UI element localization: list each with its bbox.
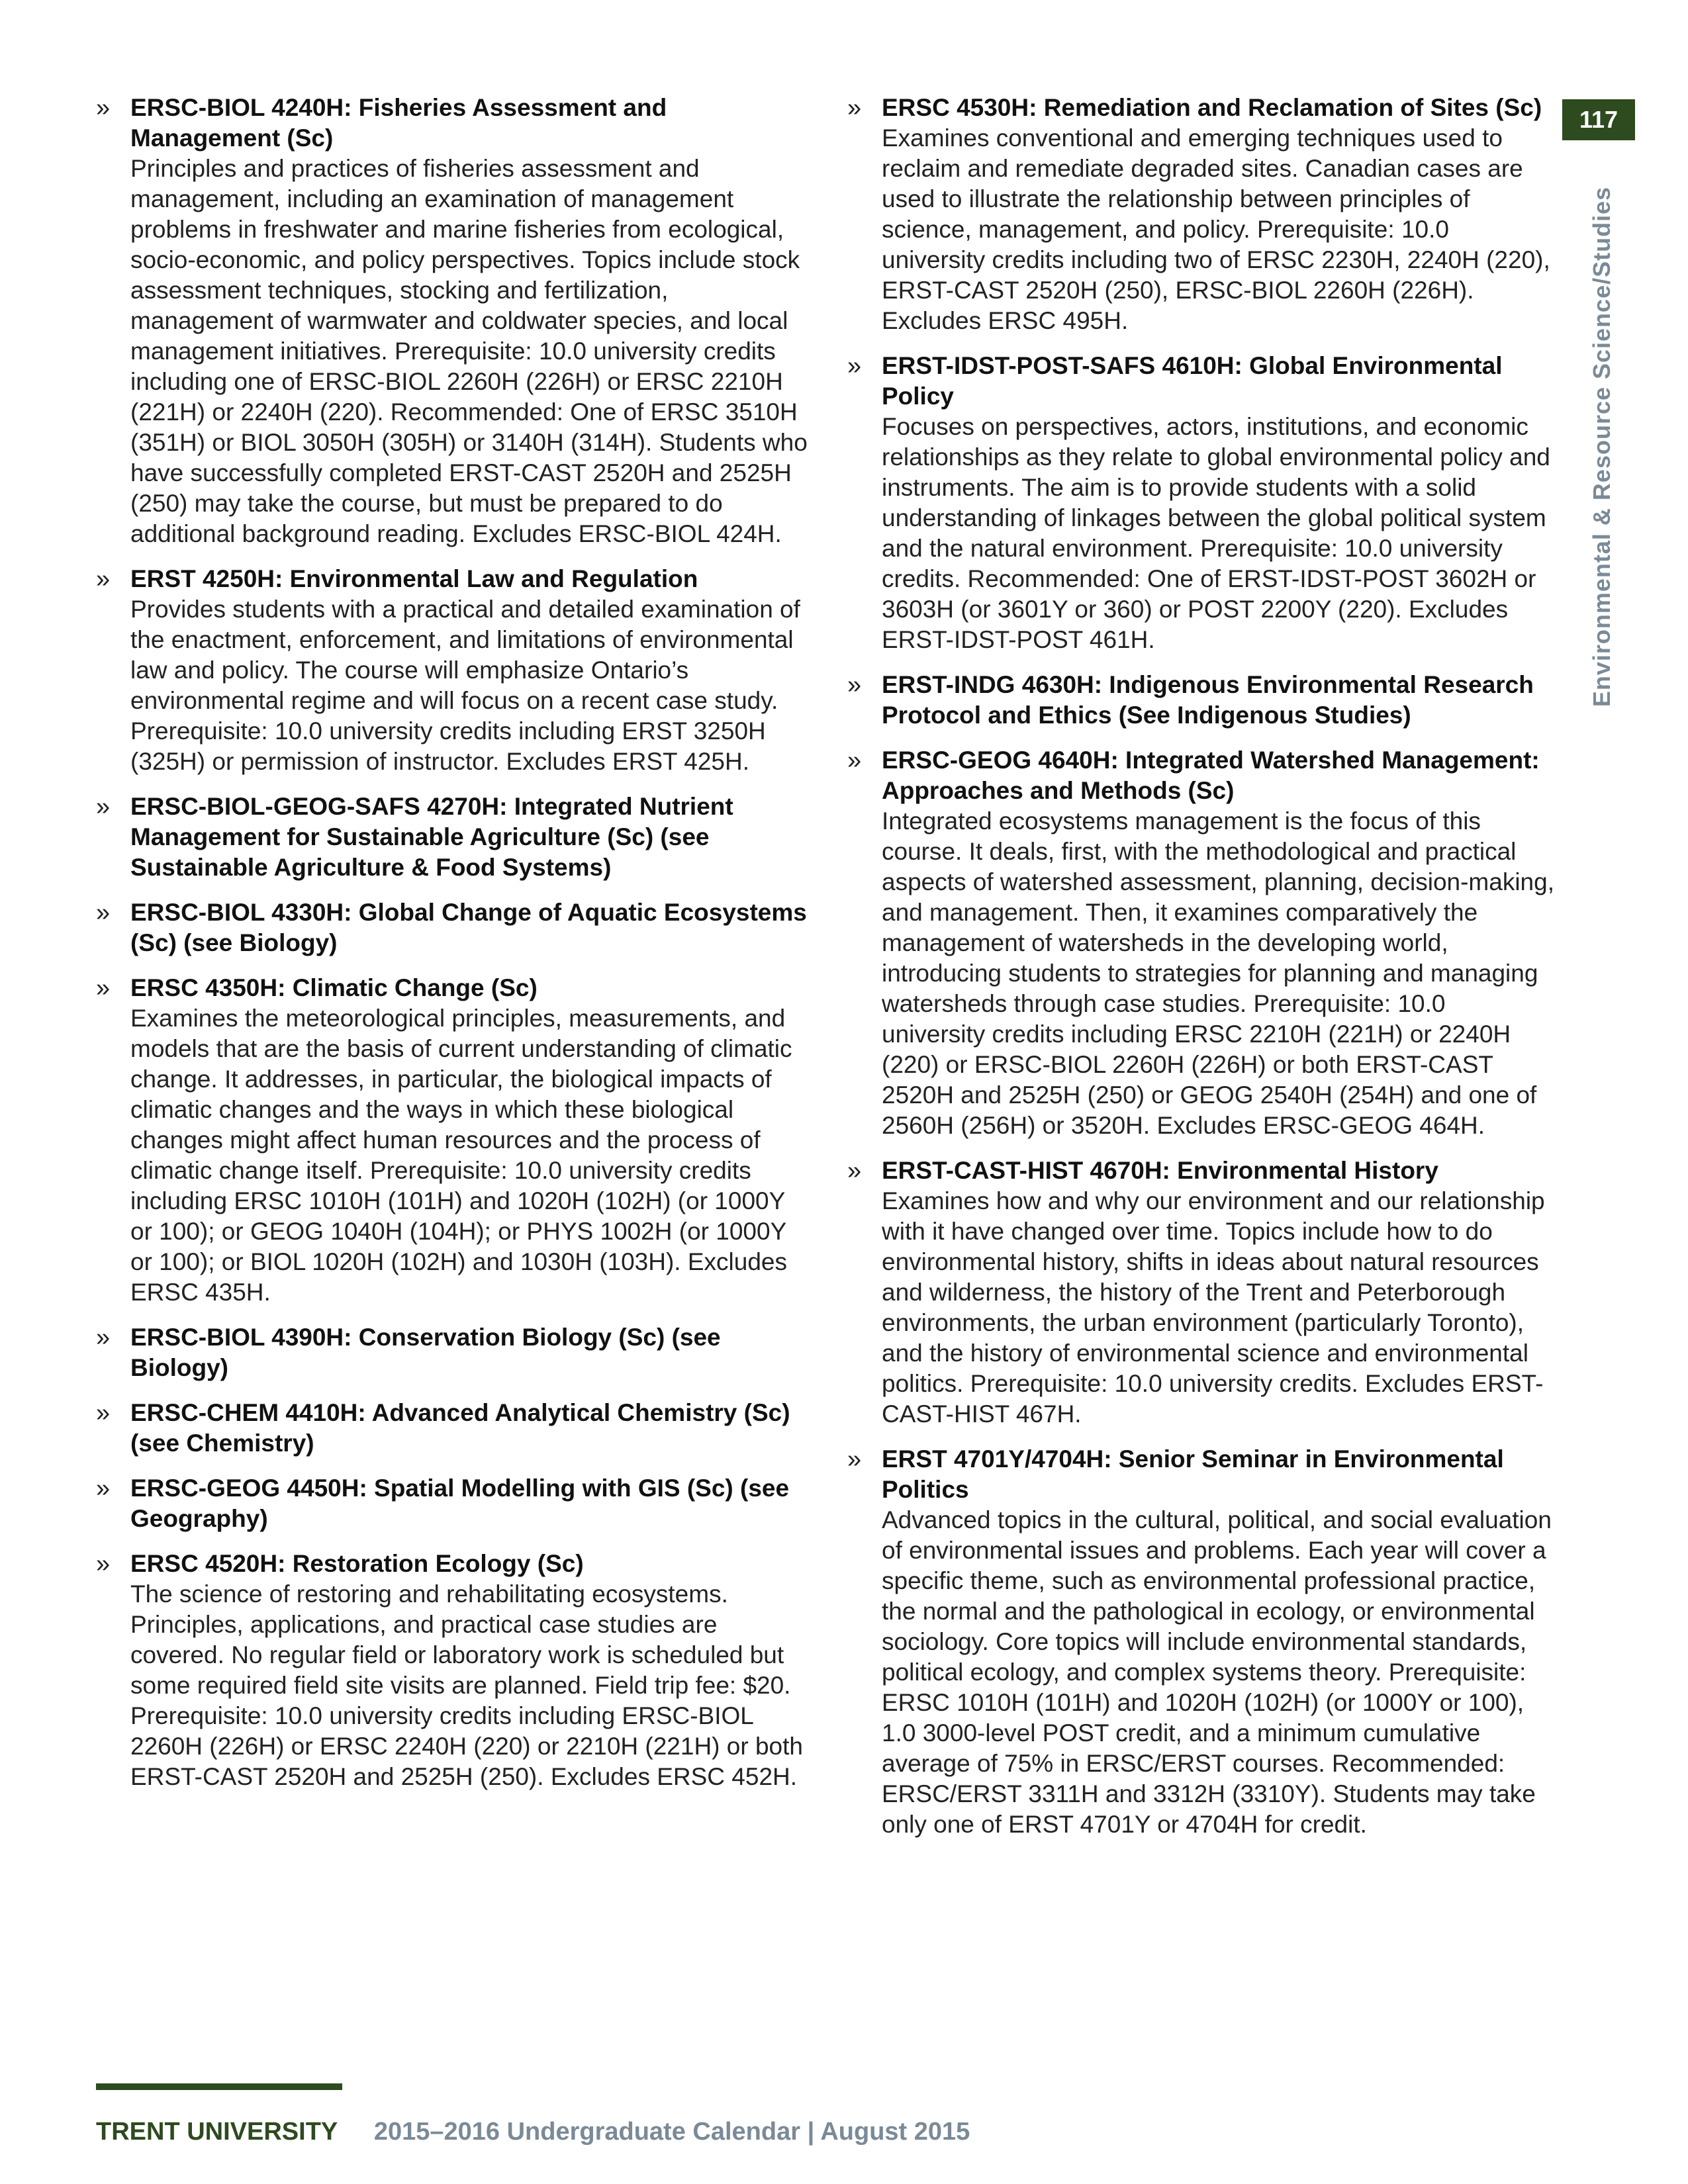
bullet-marker: » xyxy=(847,1445,862,1473)
course-entry xyxy=(847,93,1556,336)
course-entry xyxy=(96,973,808,1308)
course-description: Advanced topics in the cultural, political, and social evaluation of environmental issues and problems. Each year will cover a specific theme, such as environmental professional practice, the normal and the pathological in ecology, or environmental sociology. Core topics will include environmental standards, political ecology, and complex systems theory. Prerequisite: ERSC 1010H (101H) and 1020H (102H) (or 1000Y or 100), 1.0 3000-level POST credit, and a minimum cumulative average of 75% in ERSC/ERST courses. Recommended: ERSC/ERST 3311H and 3312H (3310Y). Students may take only one of ERST 4701Y or 4704H for credit. xyxy=(882,1506,1552,1838)
course-entry xyxy=(847,1156,1556,1430)
course-entry xyxy=(847,670,1556,731)
course-entry xyxy=(96,1322,808,1383)
course-title: ERSC 4350H: Climatic Change (Sc) xyxy=(130,974,538,1001)
course-title: ERST 4701Y/4704H: Senior Seminar in Environmental Politics xyxy=(882,1445,1504,1503)
course-title: ERST 4250H: Environmental Law and Regulation xyxy=(130,565,698,592)
footer-university: TRENT UNIVERSITY xyxy=(96,2118,338,2146)
course-description: Examines the meteorological principles, measurements, and models that are the basis of current understanding of climatic change. It addresses, in particular, the biological impacts of climatic changes and the ways in which these biological changes might affect human resources and the process of climatic change itself. Prerequisite: 10.0 university credits including ERSC 1010H (101H) and 1020H (102H) (or 1000Y or 100); or GEOG 1040H (104H); or PHYS 1002H (or 1000Y or 100); or BIOL 1020H (102H) and 1030H (103H). Excludes ERSC 435H. xyxy=(130,1005,792,1306)
course-entry xyxy=(847,351,1556,655)
course-entry xyxy=(847,1444,1556,1840)
course-title: ERST-IDST-POST-SAFS 4610H: Global Environmental Policy xyxy=(882,352,1503,410)
bullet-marker: » xyxy=(96,793,111,821)
bullet-marker: » xyxy=(96,899,111,927)
course-title: ERSC 4530H: Remediation and Reclamation of Sites (Sc) xyxy=(882,94,1542,121)
course-description: Examines conventional and emerging techniques used to reclaim and remediate degraded sites. Canadian cases are used to illustrate the relationship between principles of science, management, and policy. Prerequisite: 10.0 university credits including two of ERSC 2230H, 2240H (220), ERST-CAST 2520H (250), ERSC-BIOL 2260H (226H). Excludes ERSC 495H. xyxy=(882,124,1550,334)
bullet-marker: » xyxy=(96,974,111,1002)
course-description: Examines how and why our environment and our relationship with it have changed over time. Topics include how to do environmental history, shifts in ideas about natural resources and wilderness, the history of the Trent and Peterborough environments, the urban environment (particularly Toronto), and the history of environmental science and environmental politics. Prerequisite: 10.0 university credits. Excludes ERST-CAST-HIST 467H. xyxy=(882,1187,1545,1428)
course-title: ERSC-CHEM 4410H: Advanced Analytical Chemistry (Sc) (see Chemistry) xyxy=(130,1399,790,1457)
course-title: ERSC-BIOL-GEOG-SAFS 4270H: Integrated Nutrient Management for Sustainable Agriculture (Sc) (see Sustainable Agriculture & Food Systems) xyxy=(130,793,733,881)
course-entry xyxy=(96,1549,808,1792)
course-description: Provides students with a practical and detailed examination of the enactment, enforcement, and limitations of environmental law and policy. The course will emphasize Ontario’s environmental regime and will focus on a recent case study. Prerequisite: 10.0 university credits including ERST 3250H (325H) or permission of instructor. Excludes ERST 425H. xyxy=(130,596,800,775)
course-title: ERST-INDG 4630H: Indigenous Environmental Research Protocol and Ethics (See Indigenous Studies) xyxy=(882,671,1534,729)
course-title: ERSC 4520H: Restoration Ecology (Sc) xyxy=(130,1550,584,1577)
page-number: 117 xyxy=(1562,99,1635,140)
section-side-label: Environmental & Resource Science/Studies xyxy=(1588,186,1615,707)
course-entry xyxy=(96,1398,808,1459)
course-description: Integrated ecosystems management is the focus of this course. It deals, first, with the methodological and practical aspects of watershed assessment, planning, decision-making, and management. Then, it examines comparatively the management of watersheds in the developing world, introducing students to strategies for planning and managing watersheds through case studies. Prerequisite: 10.0 university credits including ERSC 2210H (221H) or 2240H (220) or ERSC-BIOL 2260H (226H) or both ERST-CAST 2520H and 2525H (250) or GEOG 2540H (254H) and one of 2560H (256H) or 3520H. Excludes ERSC-GEOG 464H. xyxy=(882,807,1554,1139)
course-entry xyxy=(847,745,1556,1141)
course-description: Focuses on perspectives, actors, institutions, and economic relationships as they relate to global environmental policy and instruments. The aim is to provide students with a solid understanding of linkages between the global political system and the natural environment. Prerequisite: 10.0 university credits. Recommended: One of ERST-IDST-POST 3602H or 3603H (or 3601Y or 360) or POST 2200Y (220). Excludes ERST-IDST-POST 461H. xyxy=(882,413,1550,653)
course-entry xyxy=(96,792,808,883)
course-entry xyxy=(96,93,808,549)
course-entry xyxy=(96,897,808,958)
bullet-marker: » xyxy=(96,1475,111,1502)
footer xyxy=(96,2116,970,2147)
course-title: ERSC-BIOL 4390H: Conservation Biology (Sc) (see Biology) xyxy=(130,1324,721,1381)
bullet-marker: » xyxy=(847,747,862,774)
course-description: Principles and practices of fisheries assessment and management, including an examination of management problems in freshwater and marine fisheries from ecological, socio-economic, and policy perspectives. Topics include stock assessment techniques, stocking and fertilization, management of warmwater and coldwater species, and local management initiatives. Prerequisite: 10.0 university credits including one of ERSC-BIOL 2260H (226H) or ERSC 2210H (221H) or 2240H (220). Recommended: One of ERSC 3510H (351H) or BIOL 3050H (305H) or 3140H (314H). Students who have successfully completed ERST-CAST 2520H and 2525H (250) may take the course, but must be prepared to do additional background reading. Excludes ERSC-BIOL 424H. xyxy=(130,155,808,547)
course-description: The science of restoring and rehabilitating ecosystems. Principles, applications, and practical case studies are covered. No regular field or laboratory work is scheduled but some required field site visits are planned. Field trip fee: $20. Prerequisite: 10.0 university credits including ERSC-BIOL 2260H (226H) or ERSC 2240H (220) or 2210H (221H) or both ERST-CAST 2520H and 2525H (250). Excludes ERSC 452H. xyxy=(130,1580,803,1790)
bullet-marker: » xyxy=(847,671,862,699)
footer-rule xyxy=(96,2083,342,2090)
bullet-marker: » xyxy=(847,352,862,380)
course-title: ERST-CAST-HIST 4670H: Environmental History xyxy=(882,1157,1438,1184)
course-entry xyxy=(96,564,808,777)
course-title: ERSC-GEOG 4640H: Integrated Watershed Management: Approaches and Methods (Sc) xyxy=(882,747,1540,804)
bullet-marker: » xyxy=(847,94,862,122)
right-column xyxy=(847,93,1556,1854)
footer-calendar: 2015–2016 Undergraduate Calendar | August 2015 xyxy=(373,2118,970,2146)
left-column xyxy=(96,93,808,1807)
bullet-marker: » xyxy=(96,1399,111,1427)
course-title: ERSC-BIOL 4330H: Global Change of Aquatic Ecosystems (Sc) (see Biology) xyxy=(130,899,807,956)
course-title: ERSC-BIOL 4240H: Fisheries Assessment and Management (Sc) xyxy=(130,94,667,152)
course-title: ERSC-GEOG 4450H: Spatial Modelling with GIS (Sc) (see Geography) xyxy=(130,1475,790,1532)
bullet-marker: » xyxy=(96,565,111,593)
bullet-marker: » xyxy=(96,1550,111,1578)
bullet-marker: » xyxy=(847,1157,862,1185)
course-entry xyxy=(96,1473,808,1534)
bullet-marker: » xyxy=(96,1324,111,1351)
bullet-marker: » xyxy=(96,94,111,122)
